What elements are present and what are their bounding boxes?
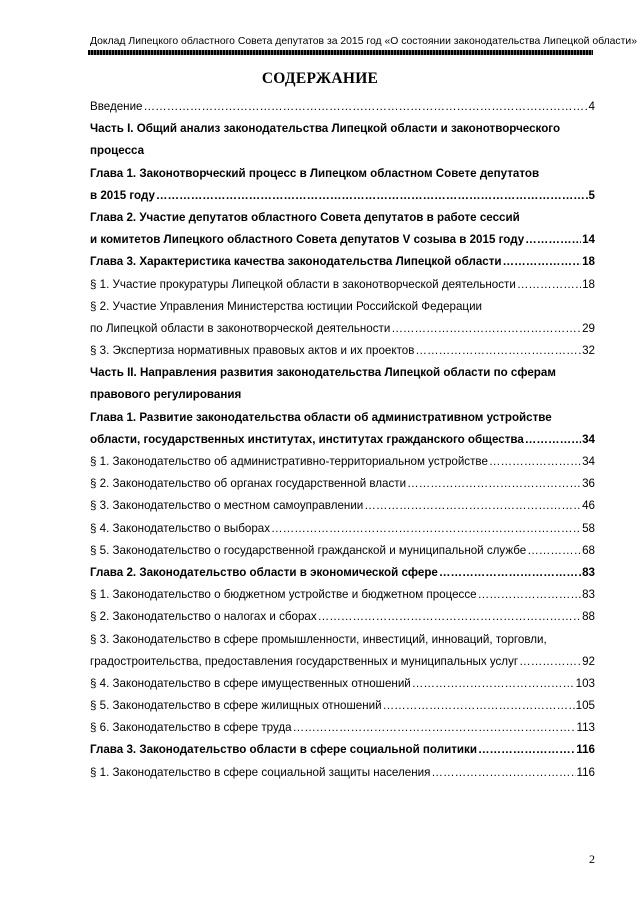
toc-entry	[90, 96, 595, 118]
toc-entry	[90, 739, 595, 761]
toc-leader-dots	[412, 673, 575, 695]
toc-entry-page: 103	[575, 676, 595, 690]
header-rule	[88, 50, 593, 55]
toc-leader-dots	[271, 518, 581, 540]
toc-entry-title: Глава 2. Участие депутатов областного Совета депутатов в работе сессий	[90, 210, 520, 224]
toc-entry	[90, 429, 595, 451]
toc-entry-page: 83	[582, 565, 595, 579]
toc-entry-page: 105	[575, 699, 595, 713]
toc-entry-title: Часть II. Направления развития законодательства Липецкой области по сферам	[90, 366, 556, 380]
toc-entry-title: § 5. Законодательство в сфере жилищных отношений	[90, 699, 382, 713]
toc-entry	[90, 629, 595, 651]
toc-entry	[90, 140, 595, 162]
toc-leader-dots	[144, 96, 588, 118]
toc-entry-page: 83	[582, 588, 595, 602]
toc-entry-title: Глава 3. Характеристика качества законодательства Липецкой области	[90, 255, 502, 269]
toc-entry-title: § 1. Законодательство о бюджетном устройстве и бюджетном процессе	[90, 588, 477, 602]
toc-entry-page: 113	[576, 721, 595, 735]
toc-entry-page: 32	[582, 344, 595, 358]
toc-leader-dots	[156, 185, 588, 207]
toc-entry-title: Глава 2. Законодательство области в экономической сфере	[90, 565, 438, 579]
toc-entry-page: 5	[588, 188, 595, 202]
toc-entry	[90, 584, 595, 606]
toc-entry-title: § 1. Законодательство об административно-территориальном устройстве	[90, 455, 488, 468]
toc-entry	[90, 407, 595, 429]
toc-entry	[90, 473, 595, 495]
toc-entry-page: 36	[582, 477, 595, 491]
toc-leader-dots	[407, 473, 581, 495]
toc-entry-title: по Липецкой области в законотворческой деятельности	[90, 321, 391, 335]
toc-entry-page: 18	[582, 255, 595, 269]
toc-entry-title: § 2. Участие Управления Министерства юстиции Российской Федерации	[90, 299, 483, 313]
toc-entry-title: области, государственных институтах, институтах гражданского общества	[90, 432, 524, 446]
toc-entry	[90, 562, 595, 584]
toc-entry	[90, 207, 595, 229]
toc-entry-page: 116	[576, 743, 595, 757]
toc-leader-dots	[489, 451, 581, 473]
toc-entry-page: 14	[582, 233, 595, 247]
running-header: Доклад Липецкого областного Совета депутатов за 2015 год «О состоянии законодательства Липецкой области»	[90, 36, 637, 47]
toc-entry-title: § 3. Законодательство о местном самоуправлении	[90, 499, 364, 513]
toc-leader-dots	[318, 606, 581, 628]
toc-leader-dots	[527, 540, 581, 562]
toc-entry	[90, 717, 595, 739]
toc-entry-title: Глава 3. Законодательство области в сфере социальной политики	[90, 743, 477, 757]
toc-entry-page: 34	[582, 432, 595, 446]
toc-entry	[90, 384, 595, 406]
table-of-contents	[90, 96, 595, 784]
toc-entry-title: градостроительства, предоставления государственных и муниципальных услуг	[90, 654, 519, 668]
toc-entry	[90, 251, 595, 273]
toc-entry	[90, 318, 595, 340]
toc-leader-dots	[525, 229, 581, 251]
toc-entry-page: 4	[588, 100, 595, 113]
toc-entry	[90, 495, 595, 517]
toc-entry-title: Глава 1. Законотворческий процесс в Липецком областном Совете депутатов	[90, 166, 540, 180]
toc-leader-dots	[478, 584, 582, 606]
toc-leader-dots	[439, 562, 581, 584]
toc-leader-dots	[391, 318, 581, 340]
toc-entry-page: 92	[582, 654, 595, 668]
toc-entry-title: § 6. Законодательство в сфере труда	[90, 721, 292, 735]
toc-entry	[90, 362, 595, 384]
toc-entry	[90, 340, 595, 362]
toc-entry	[90, 695, 595, 717]
toc-entry	[90, 540, 595, 562]
toc-entry-title: § 4. Законодательство в сфере имущественных отношений	[90, 676, 411, 690]
toc-leader-dots	[431, 762, 575, 784]
toc-entry-title: § 5. Законодательство о государственной гражданской и муниципальной службе	[90, 543, 527, 557]
toc-leader-dots	[415, 340, 581, 362]
toc-entry-page: 68	[582, 543, 595, 557]
toc-entry	[90, 673, 595, 695]
toc-leader-dots	[525, 429, 581, 451]
toc-leader-dots	[478, 739, 575, 761]
toc-entry-page: 58	[582, 521, 595, 535]
page-title: СОДЕРЖАНИЕ	[261, 70, 379, 87]
toc-entry-title: § 3. Законодательство в сфере промышленности, инвестиций, инноваций, торговли,	[90, 632, 547, 646]
toc-entry-title: Введение	[90, 100, 143, 113]
toc-entry-title: § 4. Законодательство о выборах	[90, 521, 271, 535]
toc-entry-title: процесса	[90, 144, 145, 158]
toc-leader-dots	[503, 251, 582, 273]
toc-entry	[90, 163, 595, 185]
toc-entry-title: § 1. Участие прокуратуры Липецкой области в законотворческой деятельности	[90, 277, 516, 291]
toc-entry	[90, 118, 595, 140]
toc-entry-title: § 2. Законодательство об органах государственной власти	[90, 477, 407, 491]
toc-entry-title: § 2. Законодательство о налогах и сборах	[90, 610, 317, 624]
toc-entry	[90, 451, 595, 473]
toc-leader-dots	[519, 651, 581, 673]
toc-entry-title: Глава 1. Развитие законодательства области об административном устройстве	[90, 410, 552, 424]
toc-entry-title: § 3. Экспертиза нормативных правовых актов и их проектов	[90, 344, 415, 358]
toc-leader-dots	[364, 495, 581, 517]
page-number: 2	[589, 852, 595, 866]
toc-entry	[90, 229, 595, 251]
toc-leader-dots	[517, 274, 581, 296]
toc-entry	[90, 606, 595, 628]
toc-entry	[90, 185, 595, 207]
toc-leader-dots	[383, 695, 575, 717]
toc-entry-page: 88	[582, 610, 595, 624]
toc-entry-page: 34	[582, 455, 595, 468]
toc-entry-page: 18	[582, 277, 595, 291]
toc-entry-title: и комитетов Липецкого областного Совета депутатов V созыва в 2015 году	[90, 233, 525, 247]
toc-entry	[90, 651, 595, 673]
toc-entry-title: § 1. Законодательство в сфере социальной защиты населения	[90, 765, 431, 779]
toc-entry	[90, 762, 595, 784]
toc-entry	[90, 296, 595, 318]
toc-leader-dots	[293, 717, 576, 739]
toc-entry	[90, 274, 595, 296]
toc-entry-page: 29	[582, 321, 595, 335]
toc-entry-page: 116	[576, 765, 595, 779]
toc-entry	[90, 518, 595, 540]
toc-entry-title: правового регулирования	[90, 388, 242, 402]
toc-entry-title: в 2015 году	[90, 188, 155, 202]
toc-entry-page: 46	[582, 499, 595, 513]
toc-entry-title: Часть I. Общий анализ законодательства Липецкой области и законотворческого	[90, 122, 561, 136]
